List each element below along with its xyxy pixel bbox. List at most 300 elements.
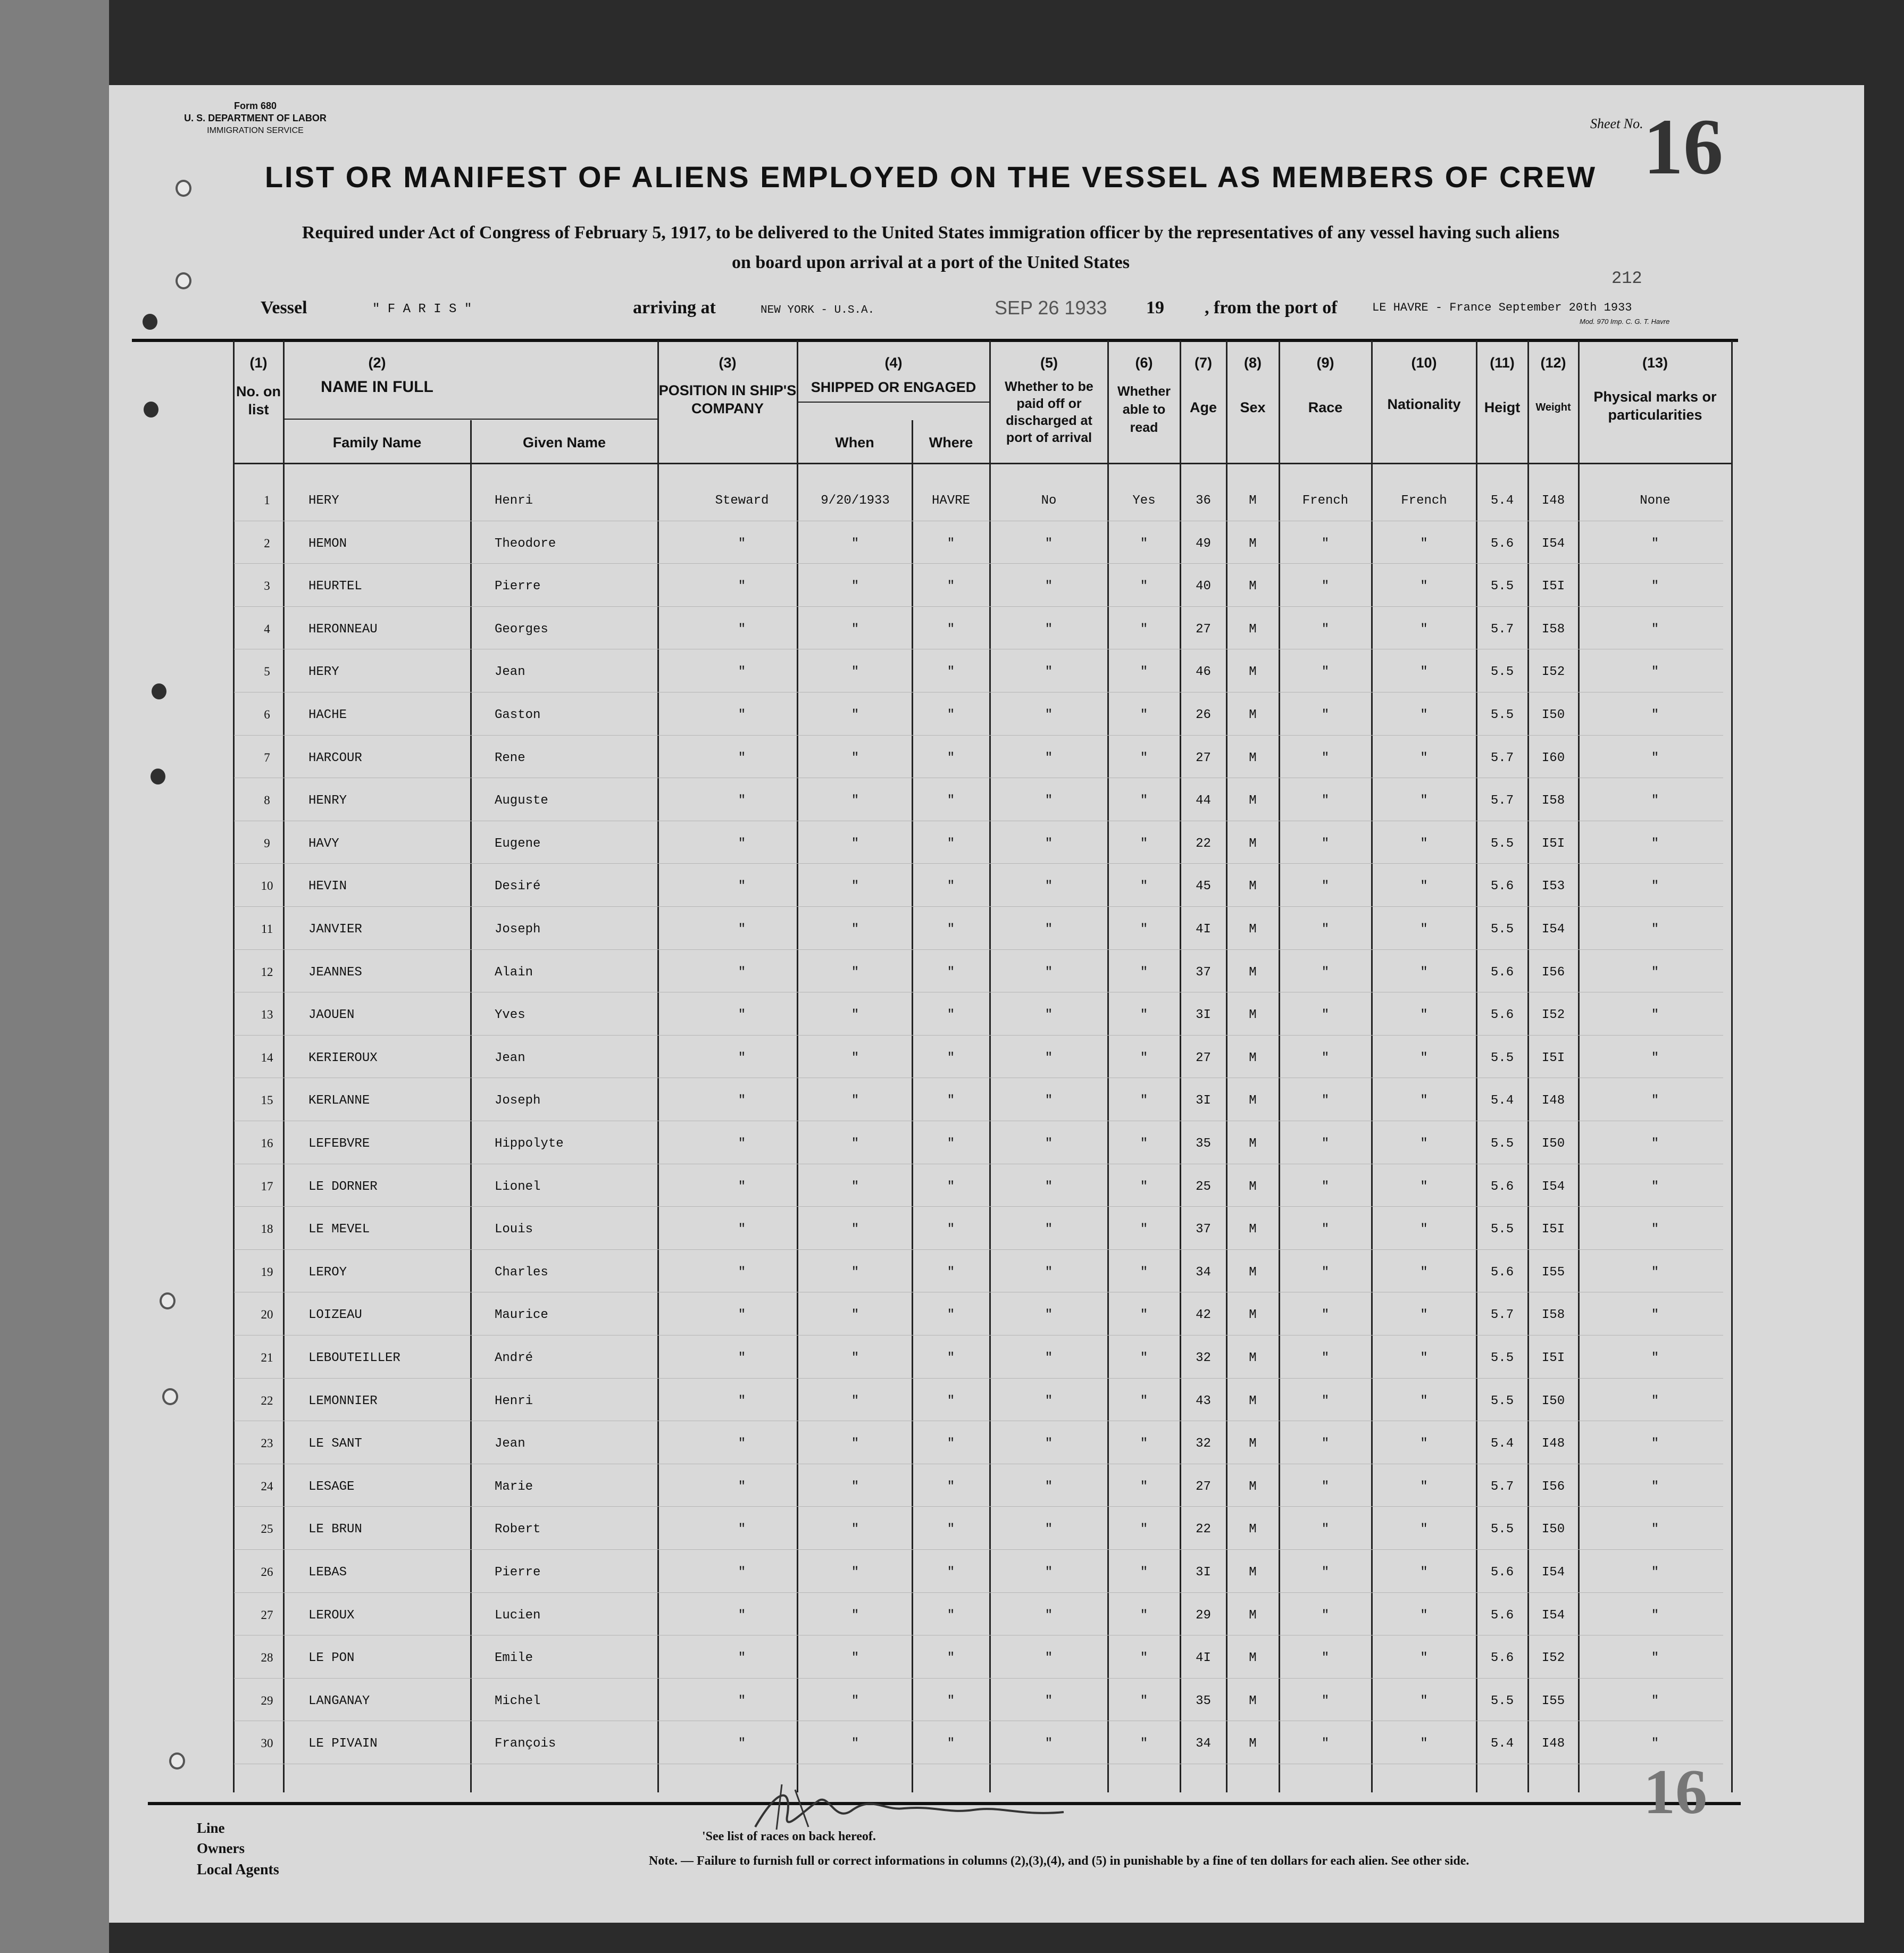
cell-height: 5.5 [1490, 1137, 1514, 1151]
cell-weight: I48 [1541, 1437, 1565, 1451]
cell-marks: " [1651, 879, 1659, 894]
cell-sex: M [1249, 1737, 1257, 1751]
cell-age: 27 [1196, 1479, 1211, 1494]
cell-read: " [1140, 1308, 1148, 1323]
cell-no: 24 [261, 1479, 273, 1493]
cell-marks: " [1651, 1651, 1659, 1666]
arriving-label: arriving at [633, 298, 716, 318]
cell-position: " [738, 1094, 746, 1108]
cell-marks: " [1651, 794, 1659, 808]
cell-when: " [851, 1179, 859, 1194]
col-number: (6) [1135, 355, 1153, 371]
cell-weight: I5I [1541, 1222, 1565, 1237]
cell-where: " [947, 1522, 955, 1537]
cell-family: HACHE [308, 708, 347, 722]
cell-height: 5.6 [1490, 1179, 1514, 1194]
cell-no: 3 [264, 579, 270, 593]
cell-age: 27 [1196, 1050, 1211, 1065]
cell-position: " [738, 1565, 746, 1580]
cell-paid: " [1045, 1565, 1053, 1580]
cell-where: " [947, 922, 955, 937]
table-row [234, 1636, 1723, 1679]
cell-when: " [851, 1693, 859, 1708]
cell-height: 5.6 [1490, 1608, 1514, 1623]
cell-paid: " [1045, 1094, 1053, 1108]
cell-age: 34 [1196, 1737, 1211, 1751]
cell-family: HERY [308, 665, 339, 680]
cell-family: LOIZEAU [308, 1308, 362, 1323]
cell-when: " [851, 794, 859, 808]
cell-position: " [738, 1479, 746, 1494]
cell-where: HAVRE [931, 494, 970, 508]
cell-marks: " [1651, 1608, 1659, 1623]
cell-age: 36 [1196, 494, 1211, 508]
cell-given: Michel [495, 1693, 541, 1708]
cell-paid: " [1045, 536, 1053, 551]
row-divider [234, 949, 1723, 950]
cell-given: Maurice [495, 1308, 548, 1323]
row-divider [234, 1335, 1723, 1336]
cell-read: " [1140, 1651, 1148, 1666]
col-header-13 [1579, 354, 1731, 424]
cell-where: " [947, 1437, 955, 1451]
cell-family: LEBOUTEILLER [308, 1351, 400, 1365]
cell-weight: I54 [1541, 1565, 1565, 1580]
cell-position: " [738, 1693, 746, 1708]
cell-race: French [1302, 494, 1349, 508]
table-row [234, 1465, 1723, 1507]
col-title: NAME IN FULL [321, 378, 433, 396]
cell-given: Henri [495, 1393, 533, 1408]
cell-age: 35 [1196, 1137, 1211, 1151]
cell-given: Robert [495, 1522, 541, 1537]
cell-read: " [1140, 1437, 1148, 1451]
table-row [234, 907, 1723, 950]
col-number: (4) [884, 355, 903, 371]
cell-height: 5.6 [1490, 965, 1514, 980]
cell-weight: I5I [1541, 579, 1565, 594]
cell-age: 3I [1196, 1094, 1211, 1108]
cell-where: " [947, 1479, 955, 1494]
cell-marks: " [1651, 1437, 1659, 1451]
cell-age: 4I [1196, 922, 1211, 937]
cell-weight: I58 [1541, 794, 1565, 808]
cell-weight: I58 [1541, 1308, 1565, 1323]
cell-nationality: " [1420, 1522, 1428, 1537]
cell-height: 5.7 [1490, 622, 1514, 637]
cell-nationality: " [1420, 1179, 1428, 1194]
row-divider [234, 1506, 1723, 1507]
binder-hole [162, 1388, 178, 1405]
table-row [234, 1122, 1723, 1164]
cell-when: " [851, 622, 859, 637]
col-header-5 [992, 354, 1106, 446]
cell-no: 12 [261, 965, 273, 979]
col-header-8 [1227, 354, 1279, 416]
cell-family: HAVY [308, 836, 339, 851]
cell-where: " [947, 1222, 955, 1237]
cell-read: " [1140, 665, 1148, 680]
cell-sex: M [1249, 1393, 1257, 1408]
form-number: Form 680 [233, 101, 277, 111]
cell-nationality: " [1420, 922, 1428, 937]
table-row [234, 822, 1723, 864]
cell-paid: " [1045, 1393, 1053, 1408]
cell-family: JEANNES [308, 965, 362, 980]
cell-sex: M [1249, 1608, 1257, 1623]
cell-weight: I48 [1541, 1737, 1565, 1751]
cell-race: " [1321, 1651, 1330, 1666]
cell-paid: " [1045, 1265, 1053, 1280]
table-row [234, 1250, 1723, 1293]
cell-marks: " [1651, 1737, 1659, 1751]
table-row [234, 1079, 1723, 1121]
binder-hole [152, 683, 166, 699]
local-agents-label: Local Agents [197, 1862, 279, 1878]
cell-no: 1 [264, 494, 270, 507]
cell-family: LE DORNER [308, 1179, 378, 1194]
cell-marks: " [1651, 622, 1659, 637]
cell-read: " [1140, 1179, 1148, 1194]
row-divider [234, 863, 1723, 864]
cell-weight: I54 [1541, 1179, 1565, 1194]
col-title: Weight [1535, 402, 1571, 413]
cell-race: " [1321, 622, 1330, 637]
cell-no: 22 [261, 1393, 273, 1407]
table-row [234, 1379, 1723, 1422]
header-rule [132, 339, 1738, 342]
cell-sex: M [1249, 1008, 1257, 1023]
cell-age: 25 [1196, 1179, 1211, 1194]
cell-where: " [947, 579, 955, 594]
cell-where: " [947, 1265, 955, 1280]
background-left-margin [0, 0, 109, 1953]
cell-when: " [851, 1608, 859, 1623]
cell-when: " [851, 836, 859, 851]
cell-nationality: " [1420, 836, 1428, 851]
cell-paid: " [1045, 836, 1053, 851]
cell-position: " [738, 665, 746, 680]
cell-read: " [1140, 1565, 1148, 1580]
page-subtitle [128, 218, 1734, 278]
cell-family: JANVIER [308, 922, 362, 937]
cell-age: 22 [1196, 1522, 1211, 1537]
cell-where: " [947, 1565, 955, 1580]
cell-sex: M [1249, 1565, 1257, 1580]
cell-read: " [1140, 1050, 1148, 1065]
table-row [234, 1679, 1723, 1722]
cell-weight: I50 [1541, 708, 1565, 722]
table-row [234, 779, 1723, 821]
cell-no: 17 [261, 1179, 273, 1193]
cell-given: Auguste [495, 794, 548, 808]
form-header [160, 100, 351, 137]
table-row [234, 479, 1723, 521]
cell-read: " [1140, 794, 1148, 808]
cell-race: " [1321, 579, 1330, 594]
cell-height: 5.4 [1490, 494, 1514, 508]
cell-weight: I52 [1541, 665, 1565, 680]
table-row [234, 1207, 1723, 1250]
cell-given: Gaston [495, 708, 541, 722]
cell-position: " [738, 1265, 746, 1280]
cell-height: 5.7 [1490, 750, 1514, 765]
cell-paid: " [1045, 1179, 1053, 1194]
cell-nationality: " [1420, 1308, 1428, 1323]
cell-race: " [1321, 708, 1330, 722]
cell-position: " [738, 1008, 746, 1023]
cell-given: Emile [495, 1651, 533, 1666]
cell-nationality: " [1420, 1565, 1428, 1580]
col-number: (10) [1411, 355, 1437, 371]
cell-when: " [851, 1651, 859, 1666]
cell-age: 22 [1196, 836, 1211, 851]
table-row [234, 1593, 1723, 1636]
cell-nationality: " [1420, 1265, 1428, 1280]
cell-age: 3I [1196, 1008, 1211, 1023]
cell-given: Jean [495, 1050, 525, 1065]
cell-nationality: " [1420, 1479, 1428, 1494]
col-title: Nationality [1387, 396, 1461, 412]
col-number: (5) [1040, 355, 1058, 371]
cell-paid: " [1045, 708, 1053, 722]
vessel-name: " F A R I S " [372, 302, 472, 316]
cell-race: " [1321, 794, 1330, 808]
cell-paid: No [1041, 494, 1057, 508]
cell-paid: " [1045, 1308, 1053, 1323]
cell-height: 5.5 [1490, 1351, 1514, 1365]
cell-given: Alain [495, 965, 533, 980]
cell-when: " [851, 1265, 859, 1280]
cell-read: " [1140, 708, 1148, 722]
cell-no: 7 [264, 750, 270, 764]
cell-where: " [947, 1351, 955, 1365]
cell-race: " [1321, 836, 1330, 851]
cell-position: " [738, 1651, 746, 1666]
col-number: (3) [719, 355, 737, 371]
cell-no: 30 [261, 1737, 273, 1750]
cell-family: LEBAS [308, 1565, 347, 1580]
binder-hole [143, 314, 157, 330]
binder-hole [151, 769, 165, 784]
cell-marks: " [1651, 1308, 1659, 1323]
cell-given: Marie [495, 1479, 533, 1494]
cell-marks: " [1651, 965, 1659, 980]
cell-read: " [1140, 922, 1148, 937]
cell-given: Pierre [495, 1565, 541, 1580]
cell-weight: I54 [1541, 922, 1565, 937]
cell-marks: " [1651, 708, 1659, 722]
cell-height: 5.6 [1490, 536, 1514, 551]
cell-height: 5.4 [1490, 1437, 1514, 1451]
cell-height: 5.7 [1490, 794, 1514, 808]
cell-read: " [1140, 1608, 1148, 1623]
cell-read: " [1140, 879, 1148, 894]
cell-where: " [947, 750, 955, 765]
cell-nationality: " [1420, 622, 1428, 637]
cell-nationality: " [1420, 1608, 1428, 1623]
cell-family: HERY [308, 494, 339, 508]
cell-position: " [738, 1222, 746, 1237]
cell-where: " [947, 1179, 955, 1194]
cell-family: LE BRUN [308, 1522, 362, 1537]
cell-no: 10 [261, 879, 273, 893]
cell-where: " [947, 1651, 955, 1666]
cell-family: HENRY [308, 794, 347, 808]
cell-sex: M [1249, 708, 1257, 722]
cell-marks: " [1651, 1094, 1659, 1108]
cell-when: " [851, 750, 859, 765]
col-header-4b: Where [929, 435, 973, 450]
col-title: No. on list [236, 383, 281, 418]
cell-read: " [1140, 1479, 1148, 1494]
cell-nationality: " [1420, 708, 1428, 722]
col-number: (11) [1490, 355, 1515, 371]
cell-paid: " [1045, 1522, 1053, 1537]
cell-sex: M [1249, 1522, 1257, 1537]
cell-sex: M [1249, 494, 1257, 508]
cell-when: " [851, 1094, 859, 1108]
cell-nationality: " [1420, 1737, 1428, 1751]
cell-no: 4 [264, 622, 270, 636]
cell-sex: M [1249, 794, 1257, 808]
table-row [234, 993, 1723, 1036]
cell-marks: " [1651, 665, 1659, 680]
cell-where: " [947, 879, 955, 894]
cell-race: " [1321, 1179, 1330, 1194]
cell-age: 32 [1196, 1437, 1211, 1451]
table-row [234, 1722, 1723, 1764]
cell-race: " [1321, 879, 1330, 894]
cell-paid: " [1045, 665, 1053, 680]
cell-height: 5.5 [1490, 1693, 1514, 1708]
cell-given: Desiré [495, 879, 541, 894]
cell-marks: " [1651, 750, 1659, 765]
row-divider [234, 1206, 1723, 1207]
cell-weight: I48 [1541, 1094, 1565, 1108]
from-port-label: , from the port of [1205, 298, 1338, 318]
cell-race: " [1321, 1437, 1330, 1451]
cell-when: " [851, 1437, 859, 1451]
cell-family: LE MEVEL [308, 1222, 370, 1237]
cell-race: " [1321, 1608, 1330, 1623]
cell-height: 5.5 [1490, 1522, 1514, 1537]
header-bottom-rule [233, 463, 1731, 464]
cell-where: " [947, 1008, 955, 1023]
cell-height: 5.5 [1490, 665, 1514, 680]
col-number: (13) [1642, 355, 1668, 371]
cell-when: " [851, 1565, 859, 1580]
cell-weight: I54 [1541, 1608, 1565, 1623]
cell-marks: " [1651, 1265, 1659, 1280]
owners-label: Owners [197, 1840, 245, 1856]
cell-position: " [738, 1308, 746, 1323]
table-row [234, 950, 1723, 993]
cell-weight: I55 [1541, 1693, 1565, 1708]
cell-weight: I5I [1541, 1050, 1565, 1065]
col-title: Whether to be paid off or discharged at port of arrival [1005, 379, 1093, 445]
cell-nationality: " [1420, 965, 1428, 980]
cell-race: " [1321, 536, 1330, 551]
cell-read: " [1140, 1265, 1148, 1280]
cell-when: " [851, 665, 859, 680]
cell-read: " [1140, 1222, 1148, 1237]
cell-family: LE SANT [308, 1437, 362, 1451]
cell-age: 3I [1196, 1565, 1211, 1580]
cell-marks: " [1651, 1393, 1659, 1408]
col-header-10 [1372, 354, 1476, 413]
header-subrule [283, 419, 657, 420]
cell-where: " [947, 622, 955, 637]
cell-paid: " [1045, 1737, 1053, 1751]
row-divider [234, 1549, 1723, 1550]
cell-weight: I50 [1541, 1522, 1565, 1537]
cell-paid: " [1045, 794, 1053, 808]
binder-hole [176, 180, 191, 197]
col-header-1 [234, 354, 283, 419]
cell-marks: " [1651, 1137, 1659, 1151]
cell-position: " [738, 879, 746, 894]
cell-sex: M [1249, 965, 1257, 980]
row-divider [234, 735, 1723, 736]
row-divider [234, 1249, 1723, 1250]
cell-where: " [947, 1608, 955, 1623]
cell-position: " [738, 1393, 746, 1408]
cell-position: " [738, 1522, 746, 1537]
table-row [234, 864, 1723, 907]
col-title: Sex [1240, 399, 1266, 415]
cell-paid: " [1045, 1479, 1053, 1494]
cell-read: " [1140, 965, 1148, 980]
col-number: (1) [249, 355, 268, 371]
cell-paid: " [1045, 750, 1053, 765]
cell-where: " [947, 536, 955, 551]
cell-marks: " [1651, 1522, 1659, 1537]
cell-when: " [851, 1393, 859, 1408]
cell-position: " [738, 750, 746, 765]
table-row [234, 1550, 1723, 1593]
cell-race: " [1321, 1308, 1330, 1323]
cell-read: " [1140, 536, 1148, 551]
col-title: SHIPPED OR ENGAGED [811, 379, 976, 395]
cell-marks: " [1651, 1479, 1659, 1494]
cell-where: " [947, 1393, 955, 1408]
cell-height: 5.5 [1490, 1050, 1514, 1065]
cell-age: 26 [1196, 708, 1211, 722]
cell-race: " [1321, 1393, 1330, 1408]
col-header-12 [1529, 354, 1578, 416]
cell-height: 5.5 [1490, 836, 1514, 851]
cell-weight: I60 [1541, 750, 1565, 765]
department-name: U. S. DEPARTMENT OF LABOR [184, 113, 327, 123]
cell-no: 19 [261, 1265, 273, 1279]
cell-no: 18 [261, 1222, 273, 1236]
cell-age: 4I [1196, 1651, 1211, 1666]
cell-race: " [1321, 1479, 1330, 1494]
cell-given: Joseph [495, 922, 541, 937]
cell-height: 5.4 [1490, 1737, 1514, 1751]
cell-given: Georges [495, 622, 548, 637]
cell-race: " [1321, 1565, 1330, 1580]
cell-where: " [947, 1737, 955, 1751]
table-row [234, 607, 1723, 650]
cell-race: " [1321, 1008, 1330, 1023]
col-title: Whether able to read [1117, 384, 1171, 435]
row-divider [234, 1035, 1723, 1036]
cell-age: 29 [1196, 1608, 1211, 1623]
cell-sex: M [1249, 1179, 1257, 1194]
cell-age: 37 [1196, 965, 1211, 980]
